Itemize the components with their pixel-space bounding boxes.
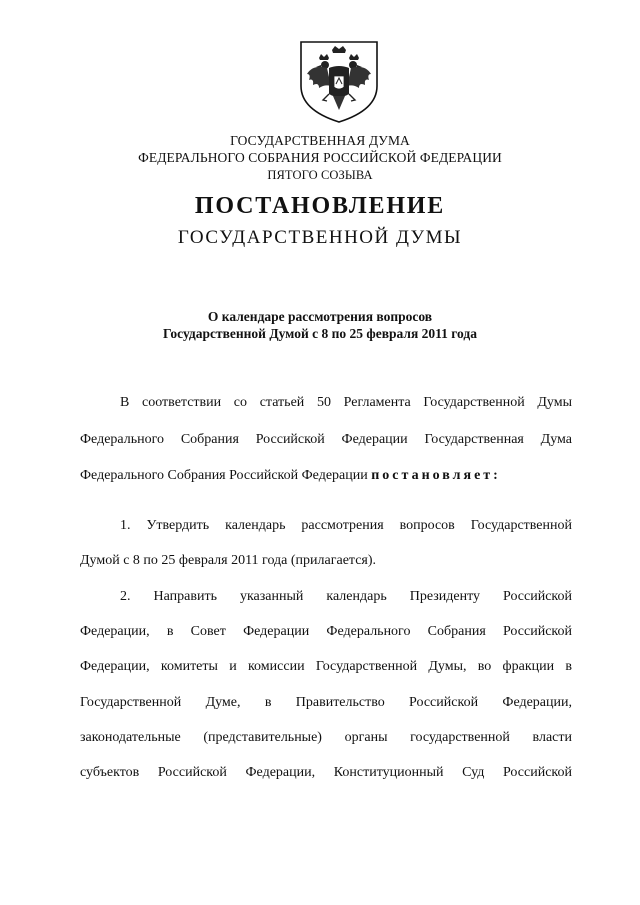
paragraph1-line1: В соответствии со статьей 50 Регламента Государственной Думы <box>120 395 572 410</box>
parliament-name-line1: ГОСУДАРСТВЕННАЯ ДУМА <box>230 133 410 148</box>
coat-of-arms-emblem <box>295 38 383 124</box>
paragraph1-line2: Федерального Собрания Российской Федерации Государственная Дума <box>80 432 572 447</box>
paragraph1-line3-text: Федерального Собрания Российской Федерации <box>80 468 368 483</box>
subject-line1: О календаре рассмотрения вопросов <box>207 309 433 324</box>
convocation-line: ПЯТОГО СОЗЫВА <box>267 168 373 182</box>
item2-line6: субъектов Российской Федерации, Конституционный Суд Российской <box>80 765 572 780</box>
item2-line3: Федерации, комитеты и комиссии Государственной Думы, во фракции в <box>80 659 572 674</box>
document-subtitle: ГОСУДАРСТВЕННОЙ ДУМЫ <box>177 227 463 248</box>
item2-line2: Федерации, в Совет Федерации Федерального Собрания Российской <box>80 624 572 639</box>
parliament-name-line2: ФЕДЕРАЛЬНОГО СОБРАНИЯ РОССИЙСКОЙ ФЕДЕРАЦИИ <box>138 150 502 165</box>
subject-line2: Государственной Думой с 8 по 25 февраля 2011 года <box>163 326 477 341</box>
document-title: ПОСТАНОВЛЕНИЕ <box>194 193 446 219</box>
document-subject <box>0 308 640 342</box>
item2-line4: Государственной Думе, в Правительство Российской Федерации, <box>80 695 572 710</box>
item2-line1: 2. Направить указанный календарь Президенту Российской <box>120 589 572 604</box>
item1-line1: 1. Утвердить календарь рассмотрения вопросов Государственной <box>120 518 572 533</box>
double-headed-eagle-icon <box>295 38 383 124</box>
item1-line2: Думой с 8 по 25 февраля 2011 года (прилагается). <box>80 553 377 568</box>
resolves-word: постановляет: <box>371 468 501 483</box>
item2-line5: законодательные (представительные) органы государственной власти <box>80 730 572 745</box>
paragraph1-line3 <box>80 468 572 484</box>
